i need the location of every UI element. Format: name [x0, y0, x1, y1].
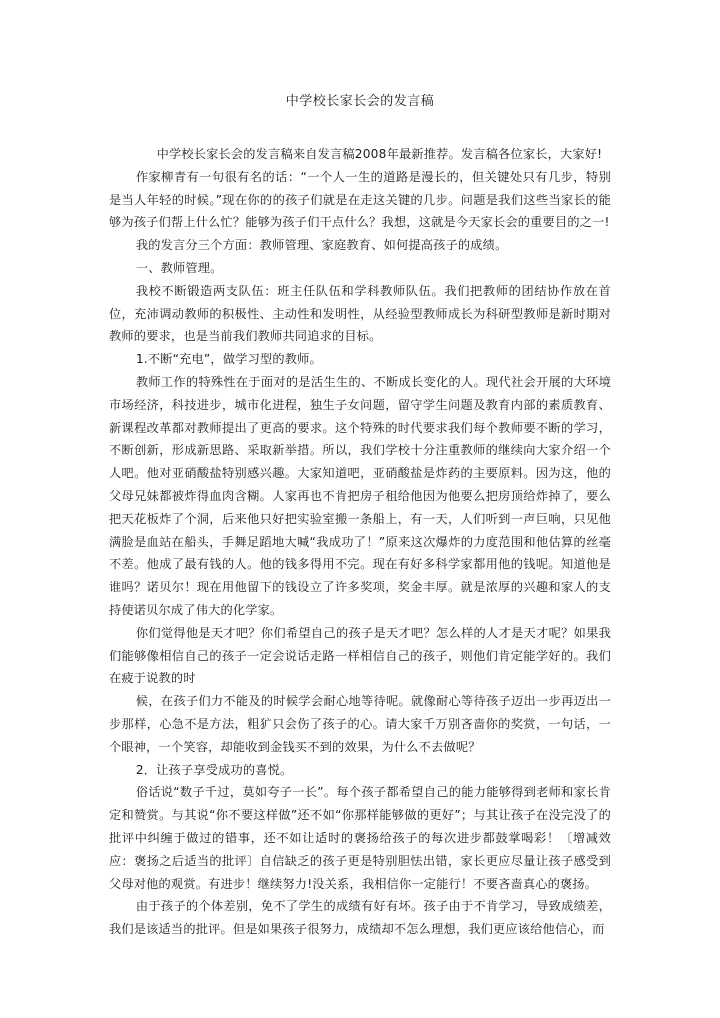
- paragraph: 1.不断“充电”，做学习型的教师。: [135, 352, 322, 367]
- paragraph: 2．让孩子享受成功的喜悦。: [135, 762, 293, 777]
- paragraph: 中学校长家长会的发言稿来自发言稿2008年最新推荐。发言稿各位家长，大家好!: [156, 147, 603, 161]
- paragraph: 俗话说“数子千过，莫如夸子一长”。每个孩子都希望自己的能力能够得到老师和家长肯定和赞赏。与其说“你不要这样做”还不如“你那样能够做的更好”；与其让孩子在没完没了的批评中纠缠于做过的错事，还不如让适时的褒扬给孩子的每次进步都鼓掌喝彩！〔增减效应：褒扬之后适当的批评〕自信缺乏的孩子更是特别胆怯出错，家长更应尽量让孩子感受到父母对他的观赏。有进步！继续努力!没关系，我相信你一定能行！不要吝啬真心的褒扬。: [109, 785, 611, 891]
- paragraph: 我校不断锻造两支队伍：班主任队伍和学科教师队伍。我们把教师的团结协作放在首位，充沛调动教师的积极性、主动性和发明性，从经验型教师成长为科研型教师是新时期对教师的要求，也是当前我们教师共同追求的目标。: [109, 283, 611, 344]
- paragraph: 一、教师管理。: [135, 260, 223, 275]
- document-title: 中学校长家长会的发言稿: [285, 94, 435, 109]
- paragraph: 你们觉得他是天才吧？你们希望自己的孩子是天才吧？怎么样的人才是天才呢？如果我们能够像相信自己的孩子一定会说话走路一样相信自己的孩子，则他们肯定能学好的。我们在疲于说教的时: [109, 625, 611, 686]
- paragraph: 由于孩子的个体差别，免不了学生的成绩有好有坏。孩子由于不肯学习，导致成绩差，我们是该适当的批评。但是如果孩子很努力，成绩却不怎么理想，我们更应该给他信心，而: [109, 899, 611, 937]
- paragraph: 我的发言分三个方面：教师管理、家庭教育、如何提高孩子的成绩。: [135, 238, 508, 253]
- document-body: [109, 143, 611, 941]
- paragraph: 候，在孩子们力不能及的时候学会耐心地等待呢。就像耐心等待孩子迈出一步再迈出一步那样，心急不是方法，粗犷只会伤了孩子的心。请大家千万别吝啬你的奖赏，一句话，一个眼神，一个笑容，却能收到金钱买不到的效果，为什么不去做呢？: [109, 694, 611, 754]
- paragraph: 作家柳青有一句很有名的话：“一个人一生的道路是漫长的，但关键处只有几步，特别是当人年轻的时候。”现在你的的孩子们就是在走这关键的几步。问题是我们这些当家长的能够为孩子们帮上什么忙？能够为孩子们干点什么？我想，这就是今天家长会的重要目的之一!: [109, 169, 611, 230]
- paragraph: 教师工作的特殊性在于面对的是活生生的、不断成长变化的人。现代社会开展的大环境市场经济，科技进步，城市化进程，独生子女问题，留守学生问题及教育内部的素质教育、新课程改革都对教师提出了更高的要求。这个特殊的时代要求我们每个教师要不断的学习，不断创新，形成新思路、采取新举措。所以，我们学校十分注重教师的继续向大家介绍一个人吧。他对亚硝酸盐特别感兴趣。大家知道吧，亚硝酸盐是炸药的主要原料。因为这，他的父母兄妹都被炸得血肉含糊。人家再也不肯把房子租给他因为他要么把房顶给炸掉了，要么把天花板炸了个洞，后来他只好把实验室搬一条船上，有一天，人们听到一声巨响，只见他满脸是血站在船头，手舞足蹈地大喊“我成功了！”原来这次爆炸的力度范围和他估算的丝毫不差。他成了最有钱的人。他的钱多得用不完。现在有好多科学家都用他的钱呢。知道他是谁吗？诺贝尔！现在用他留下的钱设立了许多奖项，奖金丰厚。就是浓厚的兴趣和家人的支持使诺贝尔成了伟大的化学家。: [109, 374, 611, 617]
